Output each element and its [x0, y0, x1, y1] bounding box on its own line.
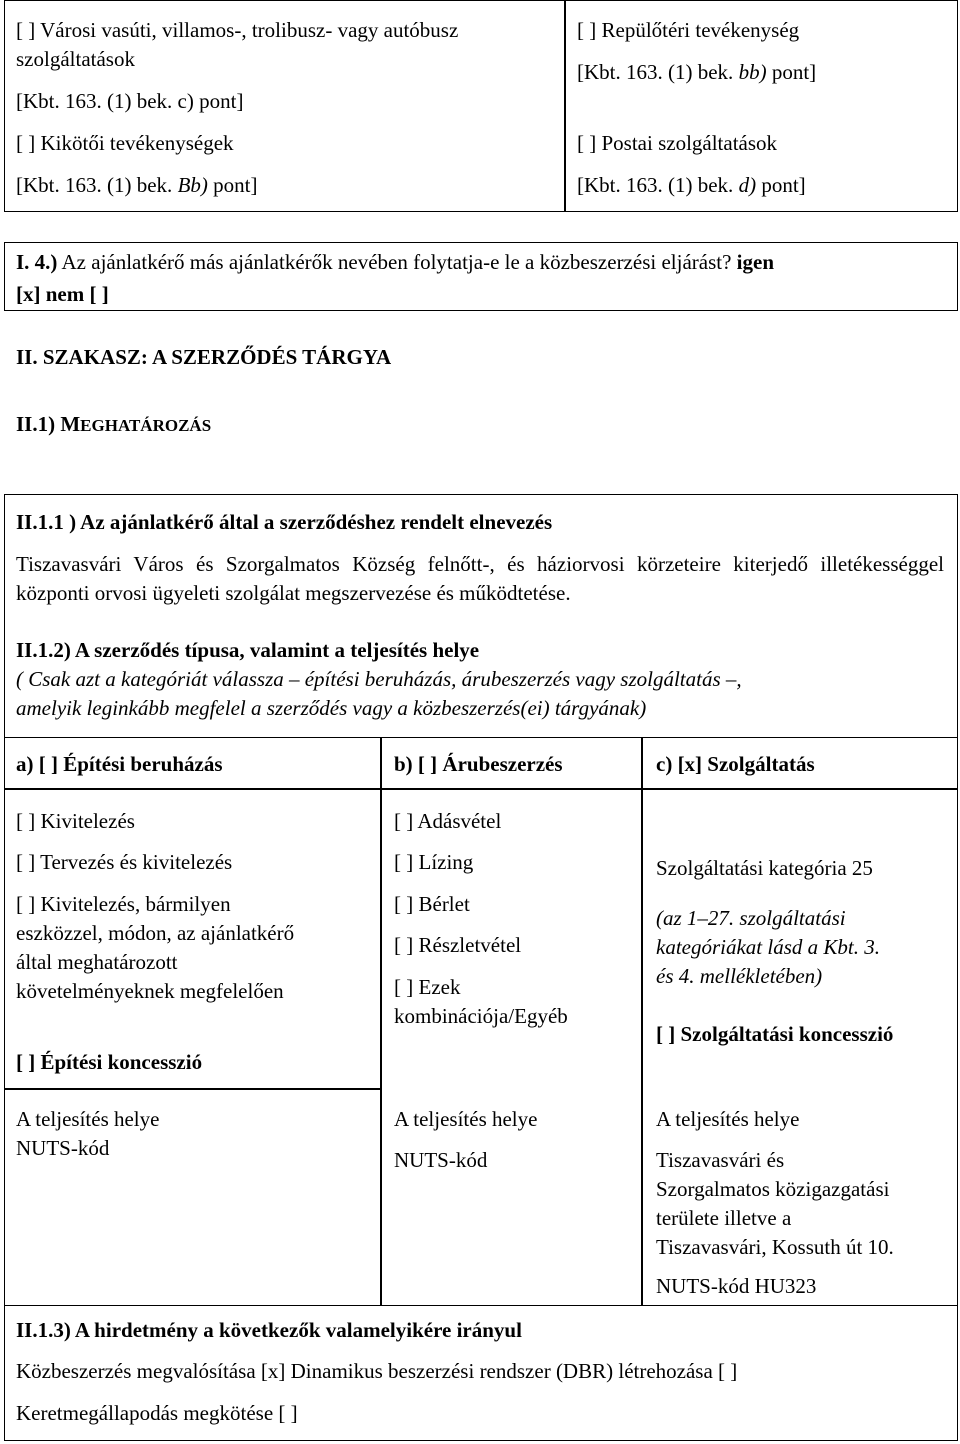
urban-transport-line-2: szolgáltatások: [16, 47, 135, 71]
urban-transport-line-1: [ ] Városi vasúti, villamos-, trolibusz- vagy autóbusz: [16, 18, 459, 42]
airport-activity-label: [ ] Repülőtéri tevékenység: [577, 18, 800, 42]
item-execution: [ ] Kivitelezés: [16, 809, 135, 833]
airport-activity-reference: [Kbt. 163. (1) bek. bb) pont]: [577, 60, 817, 84]
port-activities-label: [ ] Kikötői tevékenységek: [16, 131, 234, 155]
postal-services-reference: [Kbt. 163. (1) bek. d) pont]: [577, 173, 806, 197]
ii11-contract-name: Tiszavasvári Város és Szorgalmatos Község felnőtt-, és háziorvosi körzeteire kiterjedő illetékességgel központi orvosi ügyeleti szolgálat megszervezése és működtetése.: [16, 552, 944, 605]
col-b-nuts-label: NUTS-kód: [394, 1148, 488, 1172]
item-combination-1: [ ] Ezek: [394, 975, 461, 999]
item-rental: [ ] Bérlet: [394, 892, 470, 916]
col-a-nuts-label: NUTS-kód: [16, 1136, 110, 1160]
col-c-place-line-4: Tiszavasvári, Kossuth út 10.: [656, 1235, 894, 1259]
port-activities-reference: [Kbt. 163. (1) bek. Bb) pont]: [16, 173, 258, 197]
header-supply: b) [ ] Árubeszerzés: [394, 752, 563, 776]
postal-services-label: [ ] Postai szolgáltatások: [577, 131, 778, 155]
ii13-heading: II.1.3) A hirdetmény a következők valamelyikére irányul: [16, 1318, 522, 1342]
section-i4-answer: [x] nem [ ]: [16, 282, 109, 306]
item-service-concession: [ ] Szolgáltatási koncesszió: [656, 1022, 894, 1046]
item-execution-any-means-1: [ ] Kivitelezés, bármilyen: [16, 892, 231, 916]
service-category: Szolgáltatási kategória 25: [656, 856, 873, 880]
item-purchase: [ ] Adásvétel: [394, 809, 502, 833]
item-combination-2: kombinációja/Egyéb: [394, 1004, 568, 1028]
item-hire-purchase: [ ] Részletvétel: [394, 933, 522, 957]
ii12-note-line-1: ( Csak azt a kategóriát válassza – építési beruházás, árubeszerzés vagy szolgáltatás –,: [16, 667, 742, 691]
item-execution-any-means-2: eszközzel, módon, az ajánlatkérő: [16, 921, 295, 945]
service-category-note-3: és 4. mellékletében): [656, 964, 823, 988]
col-c-place-line-2: Szorgalmatos közigazgatási: [656, 1177, 890, 1201]
table-header-divider: [4, 788, 958, 790]
service-category-note-1: (az 1–27. szolgáltatási: [656, 906, 846, 930]
item-execution-any-means-4: követelményeknek megfelelően: [16, 979, 284, 1003]
item-works-concession: [ ] Építési koncesszió: [16, 1050, 203, 1074]
ii11-heading: II.1.1 ) Az ajánlatkérő által a szerződéshez rendelt elnevezés: [16, 510, 553, 534]
col-c-place-line-1: Tiszavasvári és: [656, 1148, 785, 1172]
header-services: c) [x] Szolgáltatás: [656, 752, 815, 776]
service-category-note-2: kategóriákat lásd a Kbt. 3.: [656, 935, 880, 959]
utility-table-divider: [564, 0, 566, 212]
ii13-procurement-line: Közbeszerzés megvalósítása [x] Dinamikus beszerzési rendszer (DBR) létrehozása [ ]: [16, 1359, 738, 1383]
urban-transport-reference: [Kbt. 163. (1) bek. c) pont]: [16, 89, 244, 113]
ii12-note-line-2: amelyik leginkább megfelel a szerződés vagy a közbeszerzés(ei) tárgyának): [16, 696, 647, 720]
col-c-nuts-code: NUTS-kód HU323: [656, 1274, 817, 1298]
col-a-place-label: A teljesítés helye: [16, 1107, 160, 1131]
item-execution-any-means-3: által meghatározott: [16, 950, 178, 974]
item-leasing: [ ] Lízing: [394, 850, 474, 874]
header-construction-works: a) [ ] Építési beruházás: [16, 752, 223, 776]
table-column-divider-1: [380, 737, 382, 1306]
table-column-divider-2: [641, 737, 643, 1306]
ii13-framework-line: Keretmegállapodás megkötése [ ]: [16, 1401, 298, 1425]
column-a-place-divider: [4, 1088, 381, 1090]
col-c-place-line-3: területe illetve a: [656, 1206, 792, 1230]
col-c-place-label: A teljesítés helye: [656, 1107, 800, 1131]
section-i4-question: I. 4.) Az ajánlatkérő más ajánlatkérők nevében folytatja-e le a közbeszerzési eljárást? igen: [16, 250, 775, 274]
section-ii-title: II. SZAKASZ: A SZERZŐDÉS TÁRGYA: [16, 345, 392, 369]
ii12-heading: II.1.2) A szerződés típusa, valamint a teljesítés helye: [16, 638, 480, 662]
col-b-place-label: A teljesítés helye: [394, 1107, 538, 1131]
item-design-and-execution: [ ] Tervezés és kivitelezés: [16, 850, 233, 874]
section-ii1-title: II.1) MEGHATÁROZÁS: [16, 412, 212, 436]
